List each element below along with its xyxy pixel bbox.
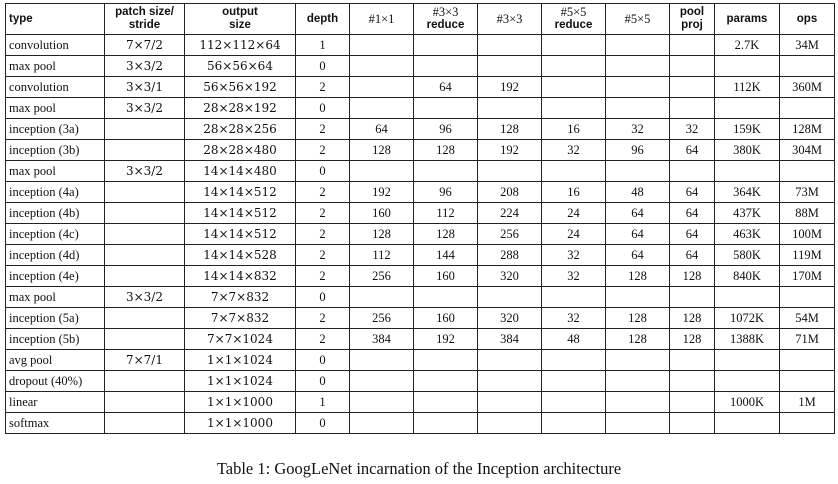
cell-output-size: 7×7×832 [185,287,296,308]
cell-ops: 88M [780,203,835,224]
cell-patch-stride: 3×3/1 [105,77,185,98]
table-row [6,98,835,119]
cell-5x5: 128 [606,266,670,287]
cell-depth: 2 [296,308,350,329]
cell-pool-proj: 32 [670,119,715,140]
cell-5x5 [606,56,670,77]
table-row [6,56,835,77]
cell-5x5-reduce [542,371,606,392]
cell-type: inception (4a) [6,182,105,203]
cell-1x1 [350,161,414,182]
cell-output-size: 7×7×1024 [185,329,296,350]
header-type: type [6,4,105,35]
cell-depth: 0 [296,161,350,182]
cell-1x1: 64 [350,119,414,140]
table-header [6,4,835,35]
cell-type: inception (4c) [6,224,105,245]
cell-pool-proj [670,350,715,371]
cell-5x5-reduce: 16 [542,182,606,203]
cell-patch-stride: 7×7/1 [105,350,185,371]
cell-1x1 [350,77,414,98]
cell-5x5: 32 [606,119,670,140]
cell-depth: 2 [296,140,350,161]
cell-params [715,161,780,182]
cell-patch-stride: 3×3/2 [105,56,185,77]
cell-type: inception (5b) [6,329,105,350]
cell-pool-proj [670,413,715,434]
cell-1x1 [350,392,414,413]
cell-3x3-reduce: 96 [414,119,478,140]
header-output-line2: size [229,19,251,31]
cell-3x3 [478,98,542,119]
cell-patch-stride [105,329,185,350]
cell-1x1: 256 [350,308,414,329]
cell-type: inception (3b) [6,140,105,161]
cell-output-size: 14×14×512 [185,203,296,224]
cell-pool-proj: 64 [670,245,715,266]
cell-type: max pool [6,56,105,77]
cell-3x3: 224 [478,203,542,224]
cell-patch-stride [105,119,185,140]
table-row [6,245,835,266]
cell-5x5 [606,35,670,56]
cell-ops [780,98,835,119]
header-row [6,4,835,35]
cell-5x5-reduce: 48 [542,329,606,350]
cell-pool-proj: 64 [670,182,715,203]
cell-pool-proj: 64 [670,140,715,161]
cell-pool-proj [670,371,715,392]
header-5x5-reduce [542,4,606,35]
cell-output-size: 28×28×256 [185,119,296,140]
cell-patch-stride: 7×7/2 [105,35,185,56]
cell-ops [780,371,835,392]
header-output-size [185,4,296,35]
cell-pool-proj: 128 [670,308,715,329]
cell-depth: 2 [296,266,350,287]
table-row [6,203,835,224]
cell-3x3-reduce: 128 [414,140,478,161]
cell-5x5: 64 [606,224,670,245]
table-row [6,287,835,308]
header-params: params [715,4,780,35]
cell-output-size: 112×112×64 [185,35,296,56]
table-row [6,329,835,350]
cell-patch-stride [105,224,185,245]
cell-5x5-reduce [542,413,606,434]
cell-type: inception (4b) [6,203,105,224]
cell-3x3-reduce: 112 [414,203,478,224]
cell-params [715,287,780,308]
cell-patch-stride [105,203,185,224]
cell-5x5: 128 [606,308,670,329]
cell-patch-stride [105,245,185,266]
cell-ops: 54M [780,308,835,329]
cell-3x3: 288 [478,245,542,266]
cell-pool-proj [670,56,715,77]
cell-depth: 2 [296,329,350,350]
cell-params [715,56,780,77]
cell-ops: 128M [780,119,835,140]
cell-5x5-reduce: 24 [542,224,606,245]
cell-ops: 360M [780,77,835,98]
table-row [6,308,835,329]
cell-patch-stride [105,182,185,203]
cell-3x3-reduce [414,413,478,434]
cell-type: inception (3a) [6,119,105,140]
cell-output-size: 7×7×832 [185,308,296,329]
cell-params: 380K [715,140,780,161]
cell-3x3 [478,56,542,77]
cell-depth: 0 [296,413,350,434]
header-5x5-reduce-line1: #5×5 [560,5,587,19]
cell-5x5 [606,161,670,182]
cell-3x3 [478,161,542,182]
cell-output-size: 1×1×1024 [185,350,296,371]
cell-3x3: 128 [478,119,542,140]
cell-depth: 0 [296,371,350,392]
cell-3x3: 320 [478,266,542,287]
cell-ops [780,287,835,308]
cell-pool-proj: 128 [670,266,715,287]
cell-type: max pool [6,98,105,119]
cell-3x3: 320 [478,308,542,329]
cell-3x3: 192 [478,77,542,98]
cell-ops [780,350,835,371]
cell-ops: 1M [780,392,835,413]
cell-3x3 [478,392,542,413]
cell-type: avg pool [6,350,105,371]
cell-ops [780,161,835,182]
header-patch-stride [105,4,185,35]
cell-ops: 170M [780,266,835,287]
table-row [6,224,835,245]
cell-1x1 [350,287,414,308]
header-3x3: #3×3 [478,4,542,35]
cell-output-size: 28×28×192 [185,98,296,119]
cell-pool-proj: 64 [670,224,715,245]
cell-3x3-reduce: 160 [414,266,478,287]
table-row [6,161,835,182]
cell-5x5 [606,287,670,308]
cell-output-size: 14×14×528 [185,245,296,266]
cell-params: 1388K [715,329,780,350]
cell-pool-proj [670,77,715,98]
cell-params: 2.7K [715,35,780,56]
cell-5x5: 96 [606,140,670,161]
cell-5x5-reduce [542,287,606,308]
cell-patch-stride: 3×3/2 [105,287,185,308]
cell-3x3 [478,413,542,434]
cell-patch-stride [105,308,185,329]
cell-3x3: 384 [478,329,542,350]
cell-params [715,371,780,392]
cell-1x1 [350,98,414,119]
cell-depth: 0 [296,98,350,119]
cell-ops: 73M [780,182,835,203]
header-5x5-reduce-line2: reduce [554,19,593,31]
cell-output-size: 1×1×1024 [185,371,296,392]
cell-output-size: 28×28×480 [185,140,296,161]
cell-params [715,413,780,434]
cell-params: 580K [715,245,780,266]
cell-5x5-reduce [542,161,606,182]
cell-1x1 [350,350,414,371]
cell-5x5-reduce [542,35,606,56]
header-patch-stride-line1: patch size/ [115,6,174,18]
cell-5x5-reduce: 24 [542,203,606,224]
cell-3x3-reduce [414,287,478,308]
cell-depth: 0 [296,350,350,371]
cell-ops: 71M [780,329,835,350]
cell-type: softmax [6,413,105,434]
table-row [6,140,835,161]
cell-output-size: 14×14×480 [185,161,296,182]
cell-params: 1000K [715,392,780,413]
cell-3x3-reduce: 64 [414,77,478,98]
cell-depth: 2 [296,182,350,203]
cell-params: 112K [715,77,780,98]
cell-5x5: 64 [606,245,670,266]
cell-type: convolution [6,35,105,56]
cell-5x5 [606,77,670,98]
cell-1x1: 256 [350,266,414,287]
cell-3x3 [478,35,542,56]
cell-1x1: 384 [350,329,414,350]
header-5x5: #5×5 [606,4,670,35]
cell-5x5-reduce: 32 [542,245,606,266]
cell-type: linear [6,392,105,413]
cell-output-size: 1×1×1000 [185,392,296,413]
cell-3x3-reduce [414,56,478,77]
cell-patch-stride: 3×3/2 [105,161,185,182]
cell-1x1: 160 [350,203,414,224]
cell-output-size: 56×56×64 [185,56,296,77]
cell-type: max pool [6,287,105,308]
cell-type: inception (5a) [6,308,105,329]
table-row [6,182,835,203]
cell-3x3: 192 [478,140,542,161]
table-caption: Table 1: GoogLeNet incarnation of the Inception architecture [216,459,622,478]
cell-output-size: 1×1×1000 [185,413,296,434]
cell-3x3-reduce [414,371,478,392]
cell-output-size: 14×14×512 [185,224,296,245]
cell-params: 1072K [715,308,780,329]
cell-depth: 2 [296,203,350,224]
cell-depth: 0 [296,287,350,308]
cell-pool-proj [670,287,715,308]
cell-type: inception (4d) [6,245,105,266]
cell-1x1 [350,56,414,77]
cell-depth: 0 [296,56,350,77]
cell-output-size: 14×14×512 [185,182,296,203]
table-row [6,350,835,371]
cell-3x3-reduce: 144 [414,245,478,266]
cell-5x5: 48 [606,182,670,203]
cell-5x5-reduce [542,77,606,98]
table-row [6,119,835,140]
header-depth: depth [296,4,350,35]
cell-depth: 1 [296,35,350,56]
cell-ops: 34M [780,35,835,56]
cell-depth: 2 [296,77,350,98]
cell-5x5-reduce: 16 [542,119,606,140]
cell-pool-proj [670,98,715,119]
cell-type: convolution [6,77,105,98]
cell-ops: 119M [780,245,835,266]
cell-3x3-reduce [414,161,478,182]
cell-3x3-reduce [414,392,478,413]
cell-pool-proj [670,161,715,182]
cell-type: inception (4e) [6,266,105,287]
cell-5x5-reduce [542,392,606,413]
cell-depth: 2 [296,119,350,140]
cell-ops [780,56,835,77]
cell-patch-stride: 3×3/2 [105,98,185,119]
cell-5x5-reduce [542,98,606,119]
table-row [6,35,835,56]
cell-pool-proj: 64 [670,203,715,224]
cell-type: dropout (40%) [6,371,105,392]
cell-ops: 304M [780,140,835,161]
cell-5x5 [606,413,670,434]
cell-ops [780,413,835,434]
cell-3x3: 208 [478,182,542,203]
cell-1x1: 192 [350,182,414,203]
header-pool-line1: pool [679,6,705,18]
cell-patch-stride [105,266,185,287]
cell-5x5 [606,392,670,413]
cell-output-size: 14×14×832 [185,266,296,287]
cell-type: max pool [6,161,105,182]
cell-3x3-reduce: 160 [414,308,478,329]
header-3x3-reduce-line2: reduce [426,19,465,31]
cell-params: 159K [715,119,780,140]
header-pool-proj [670,4,715,35]
cell-5x5 [606,350,670,371]
cell-3x3 [478,371,542,392]
cell-5x5 [606,371,670,392]
cell-1x1 [350,371,414,392]
cell-params [715,98,780,119]
cell-patch-stride [105,140,185,161]
cell-1x1: 128 [350,140,414,161]
cell-pool-proj [670,35,715,56]
cell-3x3 [478,350,542,371]
cell-patch-stride [105,392,185,413]
header-ops: ops [780,4,835,35]
cell-pool-proj [670,392,715,413]
cell-params: 463K [715,224,780,245]
header-pool-line2: proj [681,19,703,31]
cell-params: 840K [715,266,780,287]
cell-pool-proj: 128 [670,329,715,350]
cell-output-size: 56×56×192 [185,77,296,98]
cell-patch-stride [105,413,185,434]
header-3x3-reduce-line1: #3×3 [432,5,459,19]
cell-3x3-reduce [414,35,478,56]
header-output-line1: output [222,6,258,18]
cell-3x3-reduce: 128 [414,224,478,245]
cell-5x5: 64 [606,203,670,224]
cell-depth: 2 [296,224,350,245]
cell-1x1 [350,413,414,434]
cell-3x3-reduce: 96 [414,182,478,203]
cell-5x5-reduce: 32 [542,308,606,329]
cell-5x5-reduce: 32 [542,140,606,161]
cell-3x3: 256 [478,224,542,245]
cell-3x3-reduce: 192 [414,329,478,350]
cell-5x5-reduce [542,350,606,371]
cell-5x5 [606,98,670,119]
table-body [6,35,835,434]
cell-1x1 [350,35,414,56]
cell-1x1: 112 [350,245,414,266]
cell-depth: 1 [296,392,350,413]
header-3x3-reduce [414,4,478,35]
table-row [6,371,835,392]
header-patch-stride-line2: stride [128,19,161,31]
table-row [6,77,835,98]
cell-3x3-reduce [414,350,478,371]
cell-1x1: 128 [350,224,414,245]
cell-params [715,350,780,371]
architecture-table [5,3,835,434]
cell-patch-stride [105,371,185,392]
table-row [6,266,835,287]
cell-params: 364K [715,182,780,203]
table-row [6,392,835,413]
cell-3x3 [478,287,542,308]
cell-depth: 2 [296,245,350,266]
cell-5x5: 128 [606,329,670,350]
cell-ops: 100M [780,224,835,245]
cell-params: 437K [715,203,780,224]
cell-5x5-reduce [542,56,606,77]
header-1x1: #1×1 [350,4,414,35]
cell-5x5-reduce: 32 [542,266,606,287]
table-row [6,413,835,434]
cell-3x3-reduce [414,98,478,119]
